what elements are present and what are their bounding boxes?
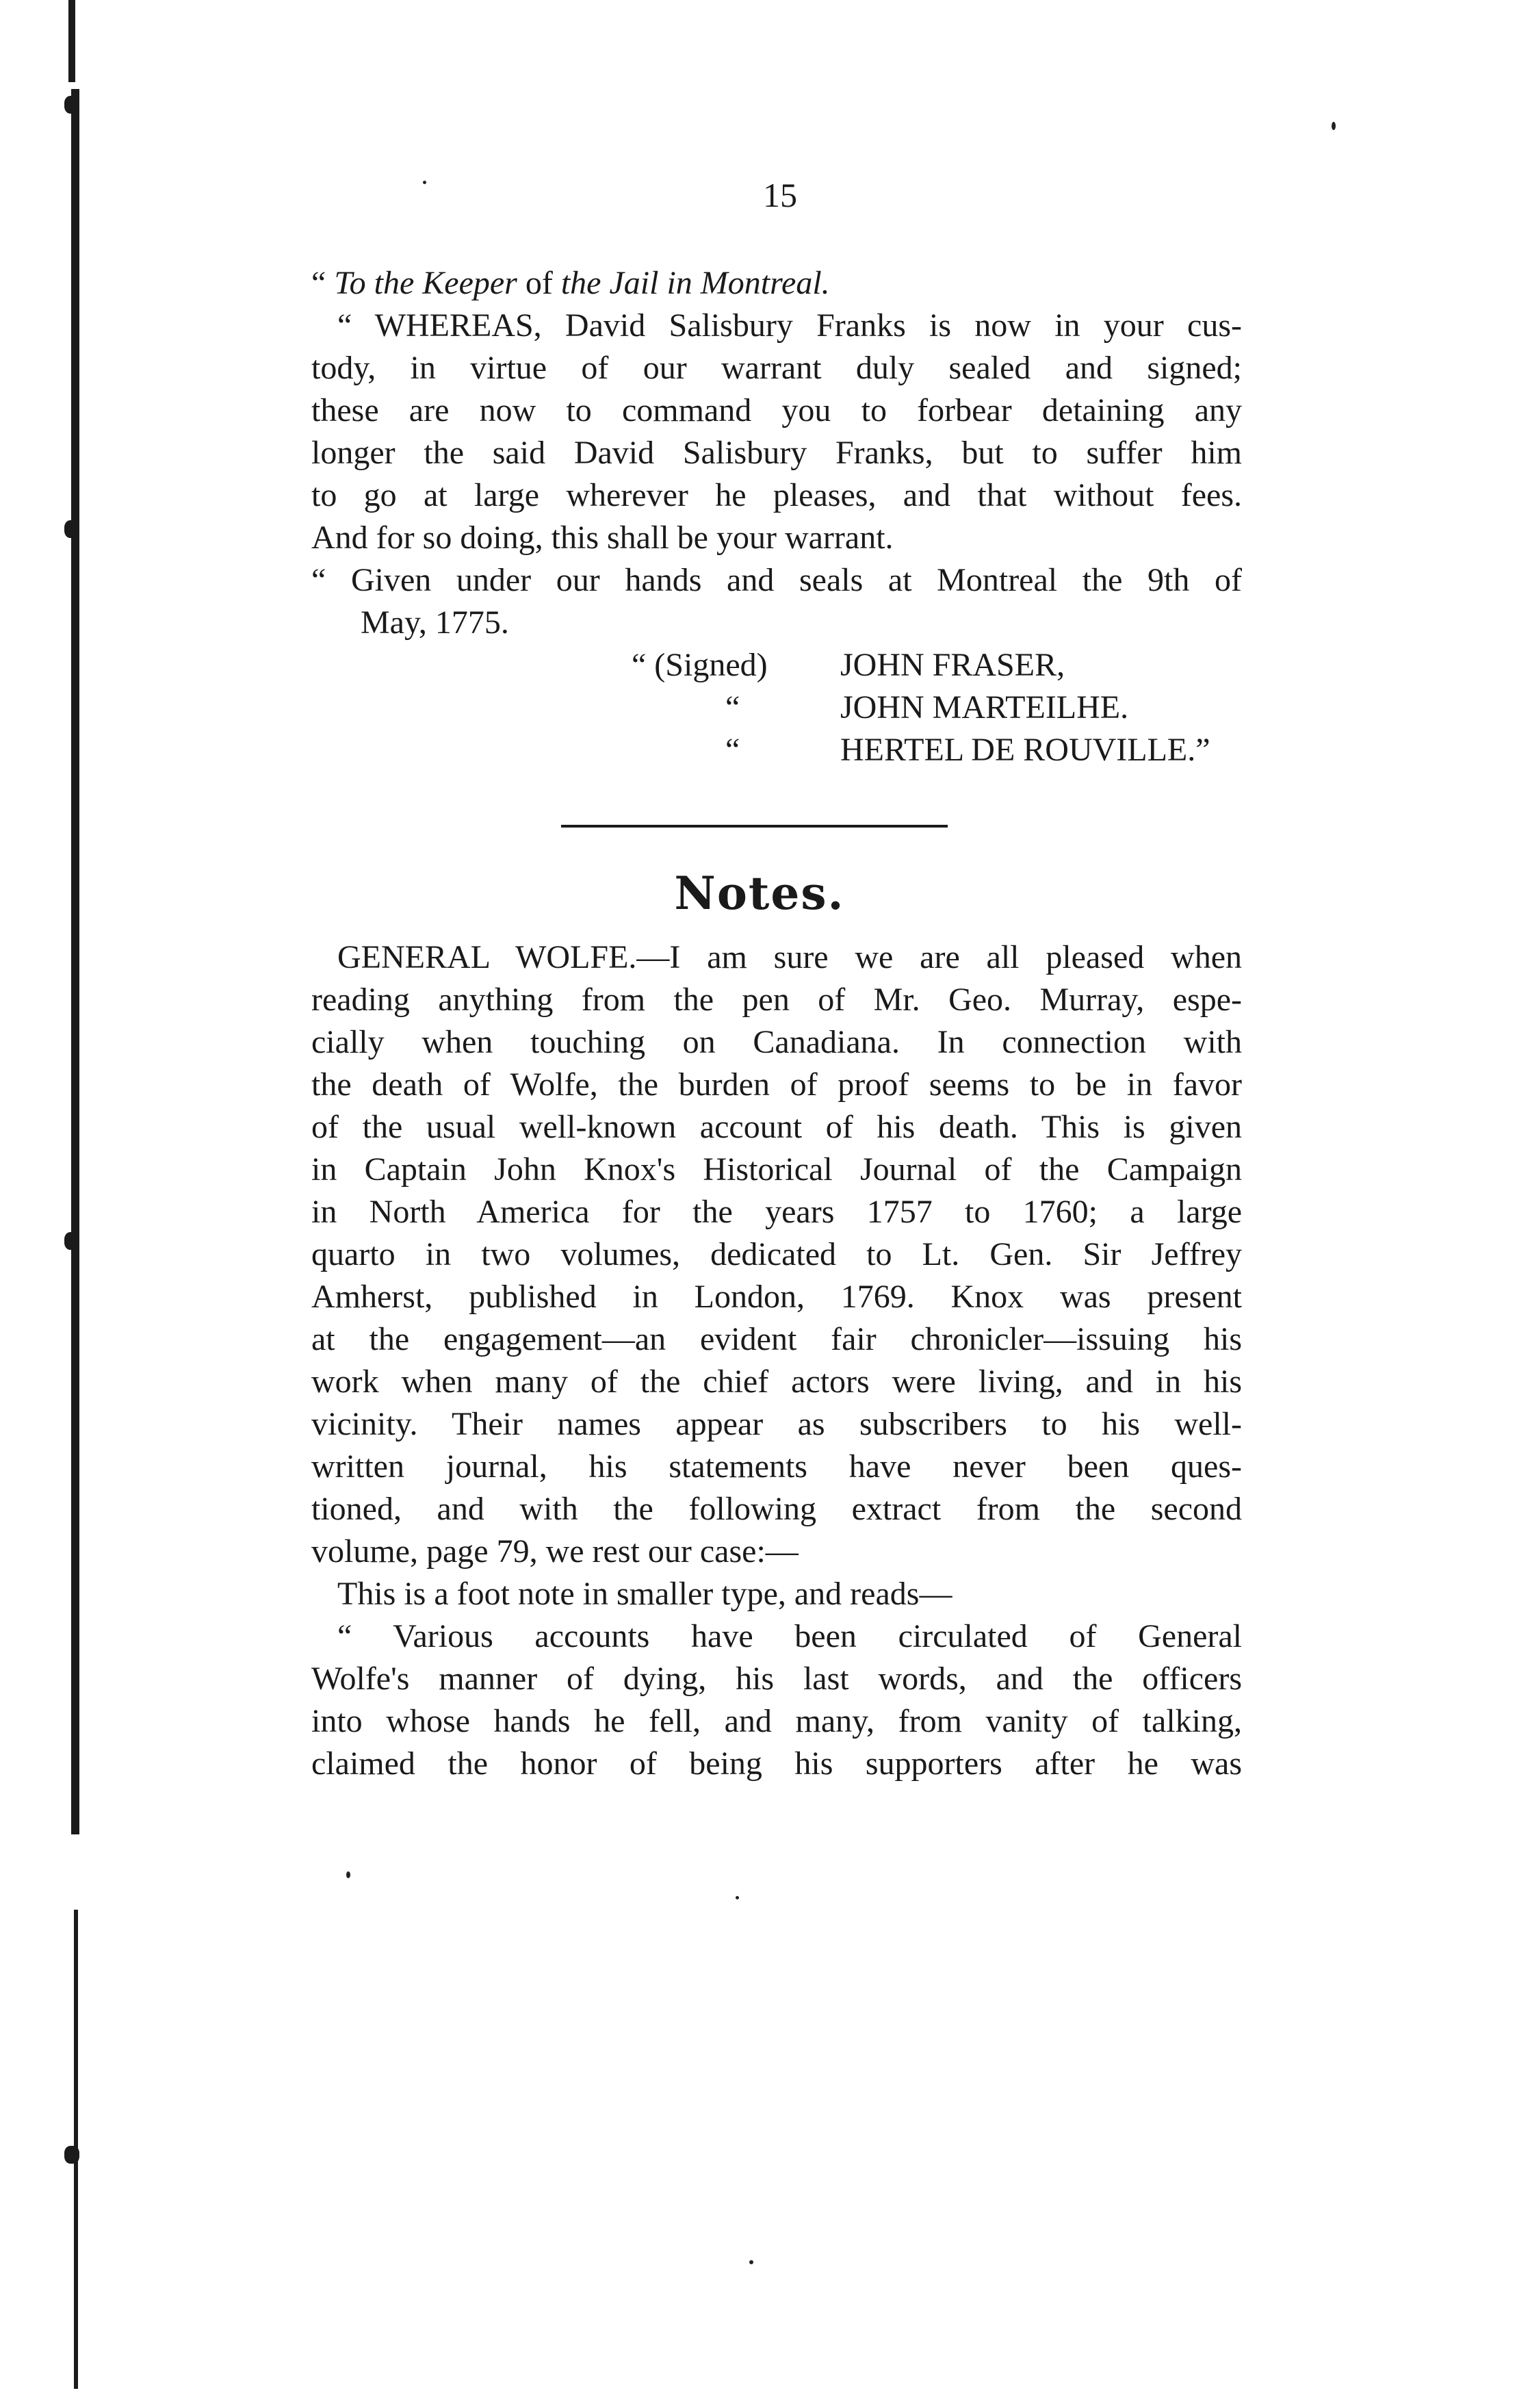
letter-address: “ To the Keeper of the Jail in Montreal. <box>311 265 830 301</box>
notes-line: vicinity. Their names appear as subscribers to his well- <box>311 1406 1242 1442</box>
notes-line: written journal, his statements have never been ques- <box>311 1448 1242 1485</box>
notes-line: volume, page 79, we rest our case:— <box>311 1533 799 1570</box>
notes-line: “ Various accounts have been circulated of General <box>337 1618 1242 1654</box>
signature-name: HERTEL DE ROUVILLE.” <box>840 732 1210 768</box>
notes-line: tioned, and with the following extract from the second <box>311 1491 1242 1527</box>
notes-line: the death of Wolfe, the burden of proof seems to be in favor <box>311 1066 1242 1103</box>
signature-name: JOHN FRASER, <box>840 647 1065 683</box>
speck <box>1332 122 1336 130</box>
signature-lead: “ <box>725 732 740 768</box>
binding-mark <box>64 2146 79 2164</box>
notes-line: Wolfe's manner of dying, his last words, and the officers <box>311 1661 1242 1697</box>
binding-mark <box>64 1232 79 1250</box>
letter-line: And for so doing, this shall be your warrant. <box>311 520 894 556</box>
notes-heading: Notes. <box>674 867 845 920</box>
notes-line: reading anything from the pen of Mr. Geo. Murray, espe- <box>311 982 1242 1018</box>
signature-line <box>0 687 1517 729</box>
binding-edge-top <box>68 0 75 82</box>
letter <box>311 262 1242 673</box>
notes-lead-term: GENERAL WOLFE. <box>337 939 637 975</box>
notes-line: Amherst, published in London, 1769. Knox was present <box>311 1279 1242 1315</box>
letter-line: “ Given under our hands and seals at Montreal the 9th of <box>311 562 1242 598</box>
notes-line: work when many of the chief actors were living, and in his <box>311 1363 1242 1400</box>
section-rule <box>561 825 948 828</box>
speck <box>346 1871 350 1878</box>
signature-lead: “ (Signed) <box>632 647 768 683</box>
letter-line: these are now to command you to forbear detaining any <box>311 392 1242 428</box>
signature-lead: “ <box>725 689 740 726</box>
speck <box>736 1896 739 1899</box>
letter-line: tody, in virtue of our warrant duly sealed and signed; <box>311 350 1242 386</box>
binding-mark <box>64 96 79 114</box>
notes-line: of the usual well-known account of his death. This is given <box>311 1109 1242 1145</box>
page-number: 15 <box>763 176 797 214</box>
notes-line: at the engagement—an evident fair chronicler—issuing his <box>311 1321 1242 1357</box>
letter-line: “ WHEREAS, David Salisbury Franks is now in your cus- <box>337 307 1242 344</box>
notes-line: claimed the honor of being his supporters after he was <box>311 1745 1242 1782</box>
notes-line: cially when touching on Canadiana. In connection with <box>311 1024 1242 1060</box>
notes-line: into whose hands he fell, and many, from vanity of talking, <box>311 1703 1242 1739</box>
notes-body <box>311 936 1242 1799</box>
letter-line: longer the said David Salisbury Franks, but to suffer him <box>311 435 1242 471</box>
signature-name: JOHN MARTEILHE. <box>840 689 1129 726</box>
notes-line: GENERAL WOLFE.—I am sure we are all pleased when <box>337 939 1243 975</box>
letter-line: to go at large wherever he pleases, and that without fees. <box>311 477 1242 513</box>
binding-mark <box>64 520 79 538</box>
notes-line: in Captain John Knox's Historical Journal of the Campaign <box>311 1151 1242 1188</box>
speck <box>749 2260 753 2264</box>
binding-edge <box>71 89 79 1834</box>
notes-line: in North America for the years 1757 to 1760; a large <box>311 1194 1242 1230</box>
speck <box>423 181 426 184</box>
notes-line: This is a foot note in smaller type, and reads— <box>337 1576 952 1612</box>
notes-line: quarto in two volumes, dedicated to Lt. Gen. Sir Jeffrey <box>311 1236 1242 1272</box>
signature-line <box>0 729 1517 771</box>
signature-line <box>0 644 1517 687</box>
letter-line: May, 1775. <box>361 604 509 641</box>
